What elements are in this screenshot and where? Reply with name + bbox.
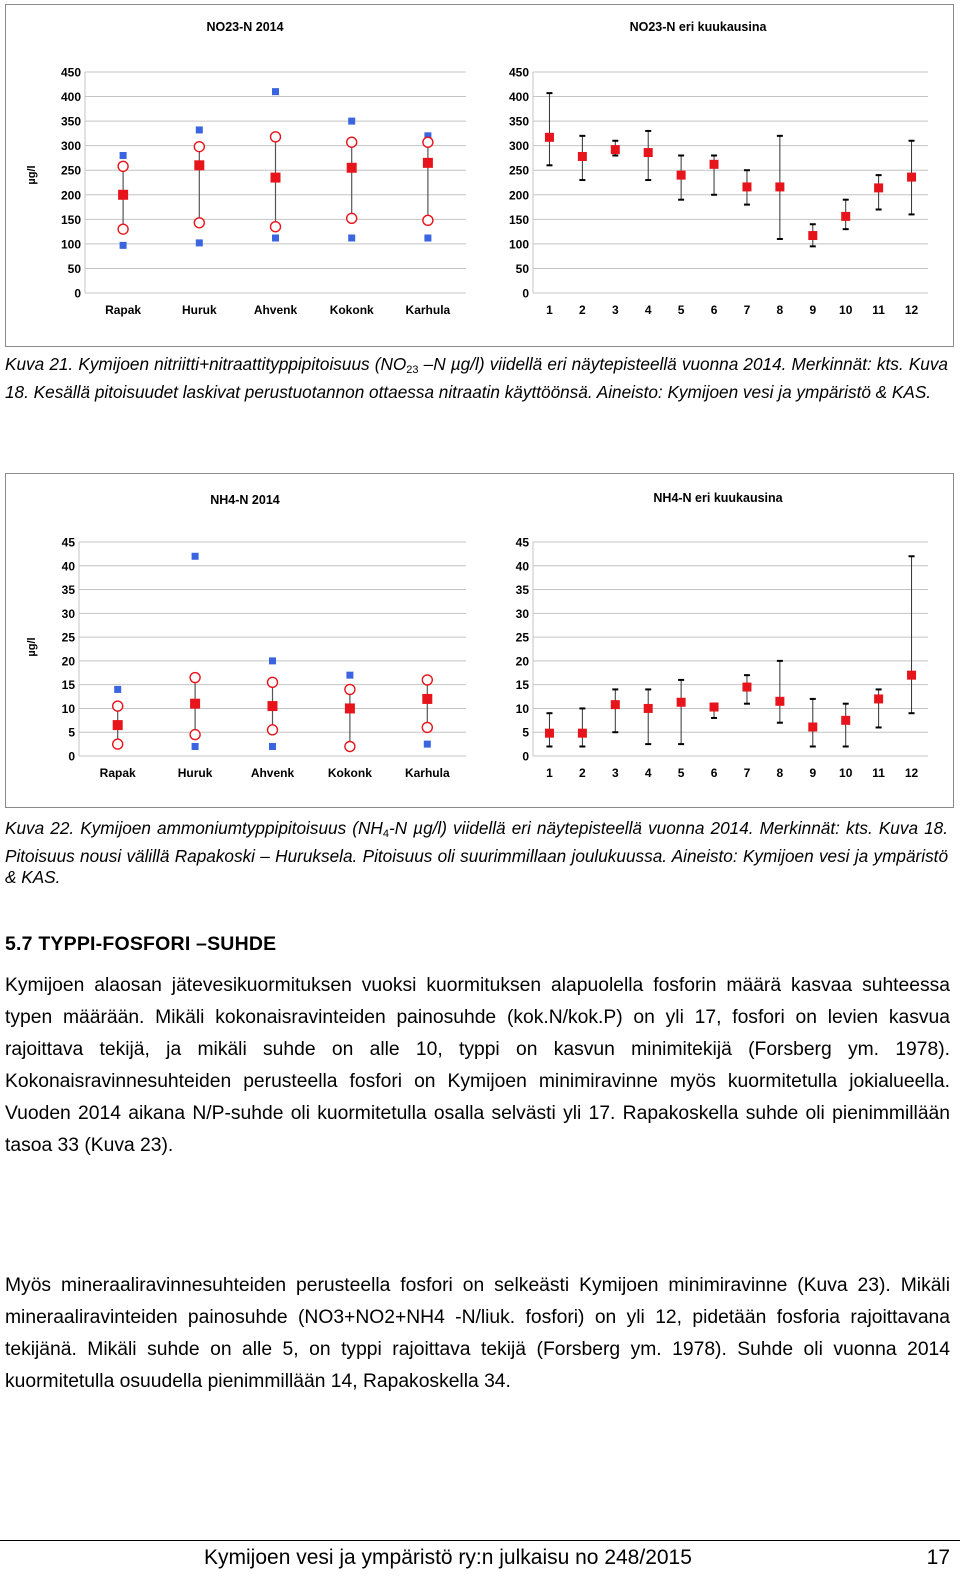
- y-tick-label: 40: [515, 559, 529, 574]
- y-tick-label: 15: [515, 678, 529, 693]
- y-tick-label: 35: [61, 583, 75, 598]
- y-tick-label: 200: [60, 188, 81, 203]
- x-tick-label: 9: [809, 766, 817, 780]
- x-tick-label: Karhula: [405, 303, 451, 317]
- y-tick-label: 20: [515, 654, 529, 669]
- y-tick-label: 350: [508, 114, 529, 129]
- mean-marker: [611, 700, 620, 709]
- lower-marker: [271, 222, 281, 232]
- min-marker: [196, 239, 203, 246]
- y-axis-title: µg/l: [26, 165, 38, 185]
- figure-21-caption: [5, 354, 948, 403]
- y-tick-label: 100: [60, 237, 81, 252]
- lower-marker: [118, 224, 128, 234]
- chart-title: NH4-N 2014: [210, 493, 280, 507]
- x-tick-label: 1: [546, 303, 553, 317]
- y-tick-label: 25: [515, 630, 529, 645]
- x-tick-label: 6: [710, 303, 718, 317]
- upper-marker: [422, 675, 432, 685]
- x-tick-label: 5: [677, 303, 685, 317]
- mean-marker: [874, 183, 883, 192]
- mean-marker: [113, 720, 123, 730]
- x-tick-label: 2: [579, 766, 586, 780]
- min-marker: [120, 242, 127, 249]
- x-tick-label: 11: [872, 766, 885, 780]
- chart-title: NH4-N eri kuukausina: [653, 491, 783, 505]
- y-tick-label: 35: [515, 583, 529, 598]
- upper-marker: [347, 137, 357, 147]
- mean-marker: [907, 173, 916, 182]
- lower-marker: [423, 215, 433, 225]
- mean-marker: [710, 160, 719, 169]
- page-footer: [0, 1540, 960, 1582]
- mean-marker: [190, 699, 200, 709]
- footer-title: Kymijoen vesi ja ympäristö ry:n julkaisu no 248/2015: [204, 1546, 692, 1569]
- upper-marker: [423, 137, 433, 147]
- max-marker: [192, 553, 199, 560]
- caption-text: –N µg/l) viidellä eri näytepisteellä vuonna 2014. Merkinnät: kts. Kuva 18. Kesällä pitoisuudet laskivat perustuotannon ottaessa nitraatin käyttöönsä. Aineisto: Kymijoen vesi ja ympäristö & KAS.: [5, 354, 948, 402]
- figure-21-charts: [6, 5, 953, 346]
- caption-subscript: 4: [382, 828, 389, 840]
- mean-marker: [644, 148, 653, 157]
- max-marker: [196, 126, 203, 133]
- caption-text: Kuva 21. Kymijoen nitriitti+nitraattityppipitoisuus (NO: [5, 354, 407, 374]
- y-tick-label: 0: [522, 286, 529, 301]
- y-tick-label: 250: [508, 163, 529, 178]
- y-tick-label: 30: [61, 606, 75, 621]
- mean-marker: [194, 160, 204, 170]
- x-tick-label: 7: [743, 303, 751, 317]
- min-marker: [424, 741, 431, 748]
- max-marker: [272, 88, 279, 95]
- figure-21: [5, 4, 954, 347]
- section-heading: 5.7 TYPPI-FOSFORI –SUHDE: [5, 933, 277, 955]
- mean-marker: [578, 729, 587, 738]
- chart-title: NO23-N 2014: [206, 20, 284, 34]
- upper-marker: [113, 701, 123, 711]
- y-tick-label: 400: [60, 90, 81, 105]
- mean-marker: [345, 703, 355, 713]
- mean-marker: [841, 716, 850, 725]
- min-marker: [424, 234, 431, 241]
- mean-marker: [808, 722, 817, 731]
- mean-marker: [775, 697, 784, 706]
- figure-22-caption: [5, 818, 948, 889]
- x-tick-label: Ahvenk: [250, 766, 295, 780]
- chart-title: NO23-N eri kuukausina: [629, 20, 767, 34]
- y-tick-label: 300: [60, 139, 81, 154]
- figure-22-charts: [6, 474, 953, 807]
- y-tick-label: 20: [61, 654, 75, 669]
- min-marker: [348, 234, 355, 241]
- lower-marker: [190, 730, 200, 740]
- y-tick-label: 0: [74, 286, 81, 301]
- y-tick-label: 5: [522, 725, 529, 740]
- x-tick-label: 10: [839, 303, 853, 317]
- x-tick-label: 11: [872, 303, 885, 317]
- min-marker: [269, 743, 276, 750]
- mean-marker: [710, 703, 719, 712]
- mean-marker: [742, 182, 751, 191]
- y-tick-label: 10: [515, 701, 529, 716]
- y-tick-label: 300: [508, 139, 529, 154]
- x-tick-label: 4: [644, 766, 652, 780]
- max-marker: [348, 118, 355, 125]
- y-tick-label: 30: [515, 606, 529, 621]
- x-tick-label: 12: [904, 303, 919, 317]
- x-tick-label: Rapak: [105, 303, 142, 317]
- upper-marker: [268, 677, 278, 687]
- x-tick-label: Kokonk: [329, 303, 374, 317]
- y-tick-label: 0: [522, 749, 529, 764]
- mean-marker: [644, 704, 653, 713]
- upper-marker: [118, 161, 128, 171]
- max-marker: [120, 152, 127, 159]
- y-tick-label: 450: [508, 65, 529, 80]
- x-tick-label: 9: [809, 303, 817, 317]
- mean-marker: [874, 694, 883, 703]
- mean-marker: [808, 231, 817, 240]
- x-tick-label: Kokonk: [327, 766, 372, 780]
- y-tick-label: 50: [515, 261, 529, 276]
- mean-marker: [742, 683, 751, 692]
- lower-marker: [345, 741, 355, 751]
- x-tick-label: Karhula: [404, 766, 450, 780]
- max-marker: [269, 657, 276, 664]
- y-tick-label: 15: [61, 678, 75, 693]
- x-tick-label: Huruk: [181, 303, 217, 317]
- x-tick-label: 3: [611, 766, 619, 780]
- y-tick-label: 45: [61, 535, 75, 550]
- y-tick-label: 100: [508, 237, 529, 252]
- y-tick-label: 400: [508, 90, 529, 105]
- x-tick-label: 10: [839, 766, 853, 780]
- y-tick-label: 350: [60, 114, 81, 129]
- page-number: 17: [926, 1546, 950, 1569]
- mean-marker: [841, 212, 850, 221]
- figure-22: [5, 473, 954, 808]
- x-tick-label: 2: [579, 303, 586, 317]
- x-tick-label: 1: [546, 766, 553, 780]
- x-tick-label: 4: [644, 303, 652, 317]
- upper-marker: [190, 673, 200, 683]
- y-tick-label: 200: [508, 188, 529, 203]
- lower-marker: [194, 218, 204, 228]
- mean-marker: [677, 171, 686, 180]
- x-tick-label: Huruk: [177, 766, 213, 780]
- lower-marker: [347, 213, 357, 223]
- x-tick-label: 6: [710, 766, 718, 780]
- x-tick-label: 8: [776, 766, 784, 780]
- upper-marker: [345, 684, 355, 694]
- x-tick-label: 12: [904, 766, 919, 780]
- x-tick-label: Rapak: [99, 766, 136, 780]
- x-tick-label: 7: [743, 766, 751, 780]
- mean-marker: [268, 701, 278, 711]
- mean-marker: [271, 173, 281, 183]
- min-marker: [192, 743, 199, 750]
- mean-marker: [118, 190, 128, 200]
- y-tick-label: 40: [61, 559, 75, 574]
- y-tick-label: 50: [67, 261, 81, 276]
- y-tick-label: 150: [508, 212, 529, 227]
- caption-subscript: 23: [406, 364, 419, 376]
- mean-marker: [907, 671, 916, 680]
- y-tick-label: 45: [515, 535, 529, 550]
- x-tick-label: Ahvenk: [253, 303, 298, 317]
- caption-text: -N µg/l) viidellä eri näytepisteellä vuonna 2014. Merkinnät: kts. Kuva 18. Pitoisuus nousi välillä Rapakoski – Huruksela. Pitoisuus oli suurimmillaan joulukuussa. Aineisto: Kymijoen vesi ja ympäristö & KAS.: [5, 818, 948, 887]
- lower-marker: [268, 725, 278, 735]
- mean-marker: [578, 152, 587, 161]
- mean-marker: [545, 729, 554, 738]
- x-tick-label: 5: [677, 766, 685, 780]
- y-axis-title: µg/l: [26, 637, 38, 657]
- body-paragraph: Kymijoen alaosan jätevesikuormituksen vuoksi kuormituksen alapuolella fosforin määrä kasvaa suhteessa typen määrään. Mikäli kokonaisravinteiden painosuhde (kok.N/kok.P) on yli 17, fosfori on levien kasvua rajoittava tekijä, ja mikäli suhde on alle 10, typpi on kasvun minimitekijä (Forsberg ym. 1978). Kokonaisravinnesuhteiden perusteella fosfori on Kymijoen minimiravinne myös kuormitetulla jokialueella. Vuoden 2014 aikana N/P-suhde oli kuormitetulla osalla selvästi yli 17. Rapakoskella suhde oli pienimmillään tasoa 33 (Kuva 23).: [5, 975, 950, 1156]
- y-tick-label: 250: [60, 163, 81, 178]
- caption-text: Kuva 22. Kymijoen ammoniumtyppipitoisuus (NH: [5, 818, 383, 838]
- y-tick-label: 5: [68, 725, 75, 740]
- body-paragraph: Myös mineraaliravinnesuhteiden perusteella fosfori on selkeästi Kymijoen minimiravinne (Kuva 23). Mikäli mineraaliravinteiden painosuhde (NO3+NO2+NH4 -N/liuk. fosfori) on yli 12, pidetään fosforia rajoittavana tekijänä. Mikäli suhde on alle 5, on typpi rajoittava tekijä (Forsberg ym. 1978). Suhde oli vuonna 2014 kuormitetulla osuudella pienimmillään 14, Rapakoskella 34.: [5, 1275, 950, 1392]
- x-tick-label: 3: [611, 303, 619, 317]
- lower-marker: [113, 739, 123, 749]
- max-marker: [346, 672, 353, 679]
- y-tick-label: 10: [61, 701, 75, 716]
- y-tick-label: 150: [60, 212, 81, 227]
- upper-marker: [194, 142, 204, 152]
- y-tick-label: 25: [61, 630, 75, 645]
- max-marker: [114, 686, 121, 693]
- min-marker: [272, 234, 279, 241]
- y-tick-label: 0: [68, 749, 75, 764]
- mean-marker: [347, 163, 357, 173]
- lower-marker: [422, 722, 432, 732]
- mean-marker: [611, 145, 620, 154]
- mean-marker: [423, 158, 433, 168]
- mean-marker: [545, 133, 554, 142]
- mean-marker: [775, 182, 784, 191]
- mean-marker: [422, 694, 432, 704]
- mean-marker: [677, 698, 686, 707]
- upper-marker: [271, 132, 281, 142]
- y-tick-label: 450: [60, 65, 81, 80]
- x-tick-label: 8: [776, 303, 784, 317]
